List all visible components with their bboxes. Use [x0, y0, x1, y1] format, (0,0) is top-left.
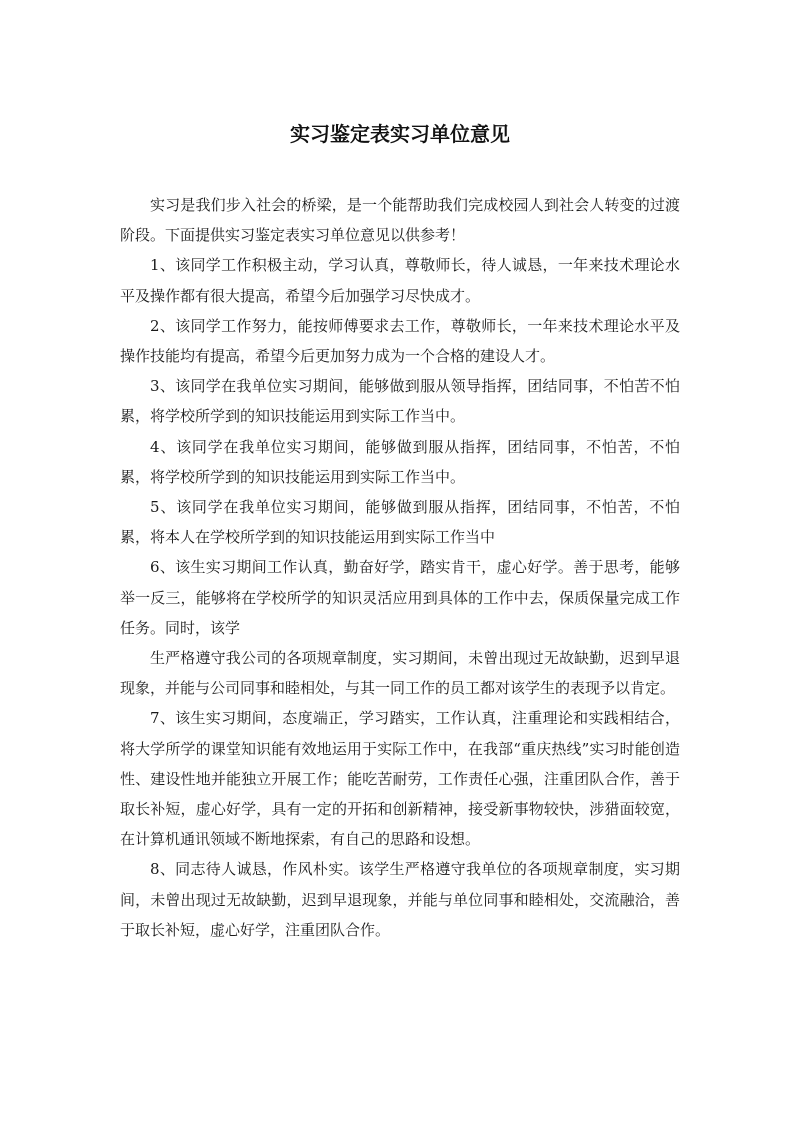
paragraph-opinion-5: 5、该同学在我单位实习期间，能够做到服从指挥，团结同事，不怕苦，不怕累，将本人在学校所学到的知识技能运用到实际工作当中	[120, 498, 680, 547]
paragraph-opinion-3: 3、该同学在我单位实习期间，能够做到服从领导指挥，团结同事，不怕苦不怕累，将学校所学到的知识技能运用到实际工作当中。	[120, 377, 680, 426]
paragraph-opinion-6-continued: 生严格遵守我公司的各项规章制度，实习期间，未曾出现过无故缺勤，迟到早退现象，并能与公司同事和睦相处，与其一同工作的员工都对该学生的表现予以肯定。	[120, 649, 680, 698]
paragraph-opinion-2: 2、该同学工作努力，能按师傅要求去工作，尊敬师长，一年来技术理论水平及操作技能均有提高，希望今后更加努力成为一个合格的建设人才。	[120, 316, 680, 366]
paragraph-opinion-6: 6、该生实习期间工作认真，勤奋好学，踏实肯干，虚心好学。善于思考，能够举一反三，能够将在学校所学的知识灵活应用到具体的工作中去，保质保量完成工作任务。同时，该学	[120, 558, 680, 637]
paragraph-intro: 实习是我们步入社会的桥梁，是一个能帮助我们完成校园人到社会人转变的过渡阶段。下面提供实习鉴定表实习单位意见以供参考！	[120, 196, 680, 245]
paragraph-opinion-7: 7、该生实习期间，态度端正，学习踏实，工作认真，注重理论和实践相结合，将大学所学的课堂知识能有效地运用于实际工作中，在我部“重庆热线”实习时能创造性、建设性地并能独立开展工作；能吃苦耐劳，工作责任心强，注重团队合作，善于取长补短，虚心好学，具有一定的开拓和创新精神，接受新事物较快，涉猎面较宽，在计算机通讯领域不断地探索，有自己的思路和设想。	[120, 709, 680, 849]
paragraph-opinion-1: 1、该同学工作积极主动，学习认真，尊敬师长，待人诚恳，一年来技术理论水平及操作都有很大提高，希望今后加强学习尽快成才。	[120, 256, 680, 305]
page-title: 实习鉴定表实习单位意见	[290, 122, 510, 146]
document-body	[120, 190, 680, 945]
paragraph-opinion-8: 8、同志待人诚恳，作风朴实。该学生严格遵守我单位的各项规章制度，实习期间，未曾出现过无故缺勤，迟到早退现象，并能与单位同事和睦相处，交流融洽，善于取长补短，虚心好学，注重团队合作。	[120, 860, 680, 939]
paragraph-opinion-4: 4、该同学在我单位实习期间，能够做到服从指挥，团结同事，不怕苦，不怕累，将学校所学到的知识技能运用到实际工作当中。	[120, 437, 680, 486]
